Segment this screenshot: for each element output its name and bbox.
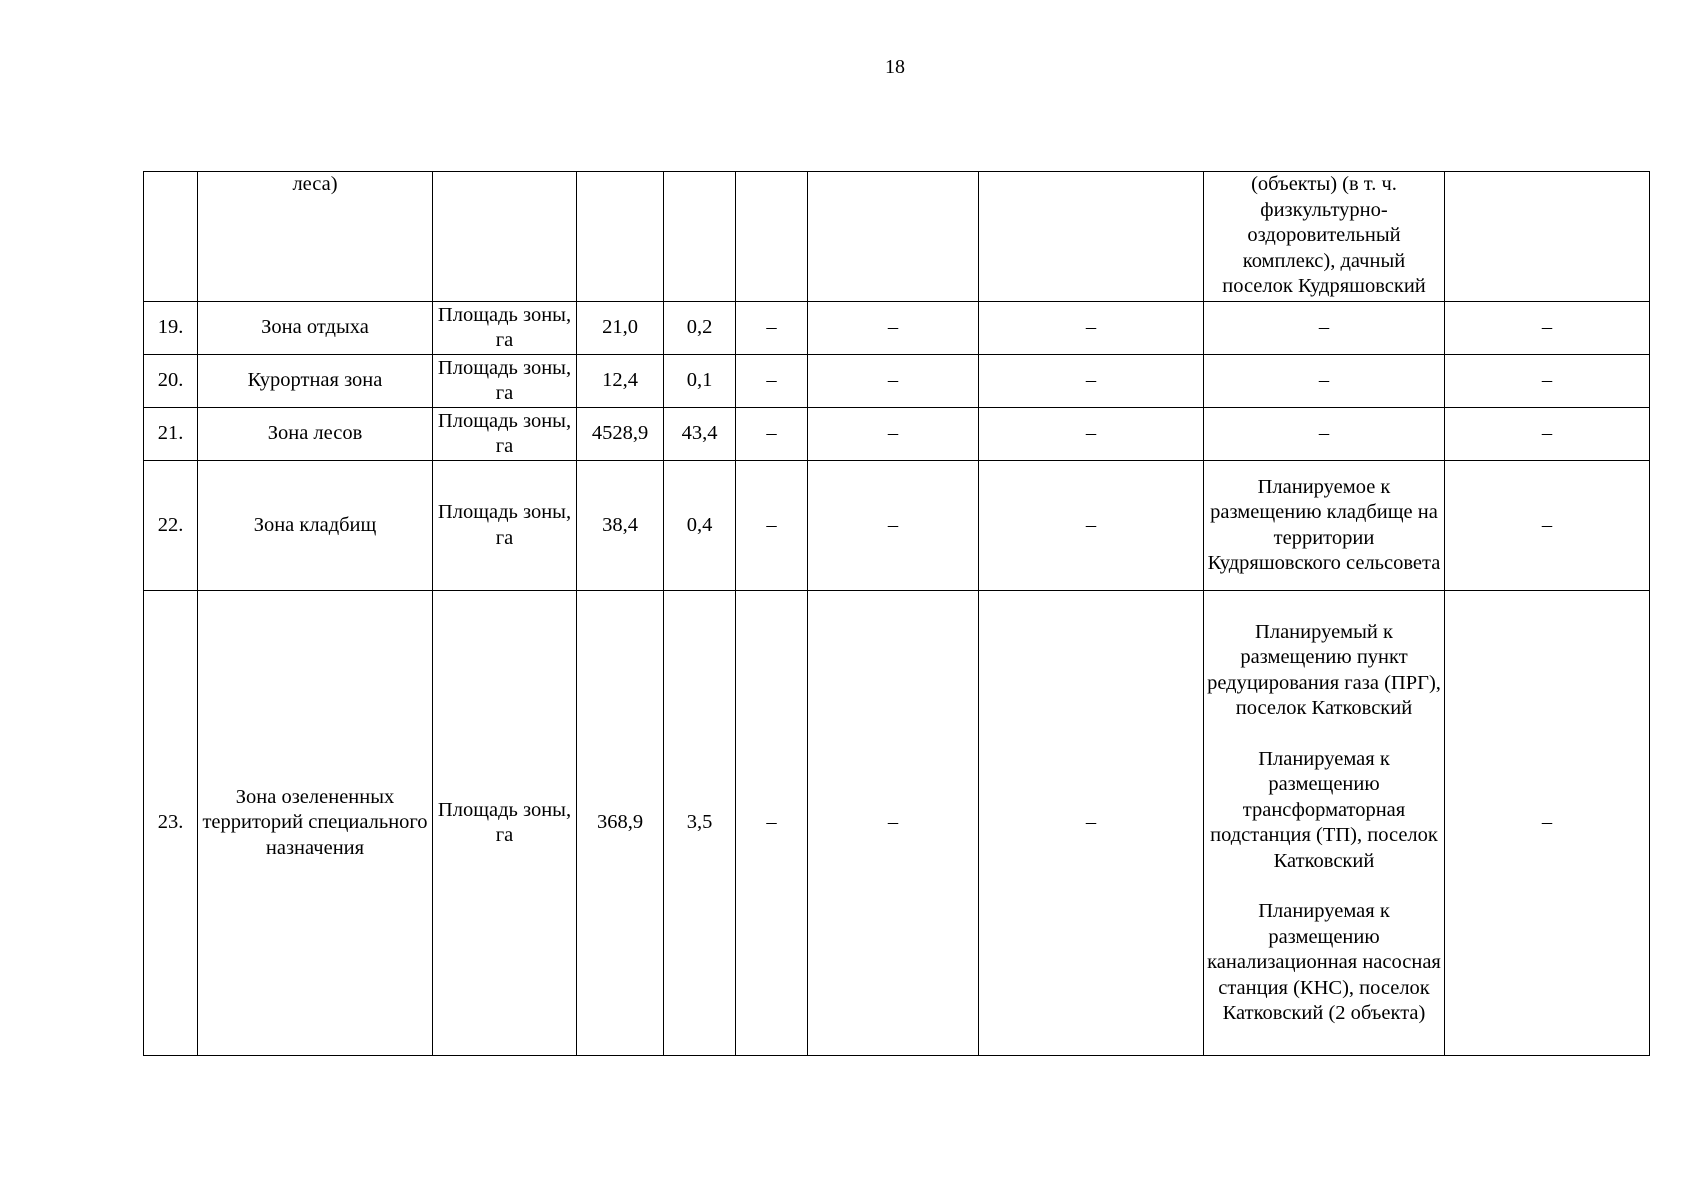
cell-name: леса) <box>198 172 433 302</box>
cell-col8: – <box>979 461 1204 591</box>
cell-col7: – <box>808 355 979 408</box>
cell-col8: – <box>979 408 1204 461</box>
cell-col8: – <box>979 302 1204 355</box>
cell-col6: – <box>736 302 808 355</box>
cell-name: Зона лесов <box>198 408 433 461</box>
table-row <box>144 302 1650 355</box>
cell-num: 23. <box>144 591 198 1056</box>
cell-area: 38,4 <box>577 461 664 591</box>
cell-col10: – <box>1445 408 1650 461</box>
cell-num: 19. <box>144 302 198 355</box>
cell-col6: – <box>736 461 808 591</box>
cell-area: 368,9 <box>577 591 664 1056</box>
notes-item-substation: Планируемая к размещению трансформаторная подстанция (ТП), поселок Катковский <box>1210 747 1438 872</box>
cell-percent <box>664 172 736 302</box>
cell-col10: – <box>1445 302 1650 355</box>
cell-percent: 43,4 <box>664 408 736 461</box>
cell-num: 22. <box>144 461 198 591</box>
notes-item-sewage: Планируемая к размещению канализационная насосная станция (КНС), поселок Катковский (2 объекта) <box>1207 900 1441 1024</box>
cell-unit: Площадь зоны, га <box>433 591 577 1056</box>
cell-percent: 0,1 <box>664 355 736 408</box>
cell-notes: Планируемое к размещению кладбище на территории Кудряшовского сельсовета <box>1204 461 1445 591</box>
cell-unit: Площадь зоны, га <box>433 355 577 408</box>
cell-name: Зона кладбищ <box>198 461 433 591</box>
notes-item-gas: Планируемый к размещению пункт редуцирования газа (ПРГ), поселок Катковский <box>1207 620 1441 719</box>
cell-num: 20. <box>144 355 198 408</box>
cell-col6: – <box>736 591 808 1056</box>
cell-name: Курортная зона <box>198 355 433 408</box>
cell-col8 <box>979 172 1204 302</box>
cell-col6: – <box>736 355 808 408</box>
cell-area: 21,0 <box>577 302 664 355</box>
zones-table <box>143 171 1650 1056</box>
cell-col7: – <box>808 591 979 1056</box>
cell-percent: 0,4 <box>664 461 736 591</box>
cell-col10 <box>1445 172 1650 302</box>
table-row <box>144 408 1650 461</box>
cell-unit: Площадь зоны, га <box>433 408 577 461</box>
cell-notes <box>1204 591 1445 1056</box>
table-row-continuation <box>144 172 1650 302</box>
cell-col7: – <box>808 302 979 355</box>
cell-num <box>144 172 198 302</box>
page-number: 18 <box>885 56 905 78</box>
table-row <box>144 591 1650 1056</box>
cell-col7: – <box>808 408 979 461</box>
table-row <box>144 461 1650 591</box>
cell-col6 <box>736 172 808 302</box>
cell-notes: – <box>1204 408 1445 461</box>
cell-area <box>577 172 664 302</box>
cell-notes: – <box>1204 302 1445 355</box>
cell-num: 21. <box>144 408 198 461</box>
cell-col7 <box>808 172 979 302</box>
cell-unit: Площадь зоны, га <box>433 461 577 591</box>
cell-notes: (объекты) (в т. ч. физкультурно-оздоровительный комплекс), дачный поселок Кудряшовский <box>1204 172 1445 302</box>
cell-notes: – <box>1204 355 1445 408</box>
cell-col10: – <box>1445 461 1650 591</box>
cell-unit: Площадь зоны, га <box>433 302 577 355</box>
cell-col8: – <box>979 591 1204 1056</box>
cell-name: Зона озелененных территорий специального назначения <box>198 591 433 1056</box>
cell-name: Зона отдыха <box>198 302 433 355</box>
cell-unit <box>433 172 577 302</box>
cell-area: 4528,9 <box>577 408 664 461</box>
cell-percent: 0,2 <box>664 302 736 355</box>
cell-area: 12,4 <box>577 355 664 408</box>
cell-col10: – <box>1445 591 1650 1056</box>
cell-col6: – <box>736 408 808 461</box>
table-row <box>144 355 1650 408</box>
cell-col7: – <box>808 461 979 591</box>
cell-col10: – <box>1445 355 1650 408</box>
cell-col8: – <box>979 355 1204 408</box>
cell-percent: 3,5 <box>664 591 736 1056</box>
